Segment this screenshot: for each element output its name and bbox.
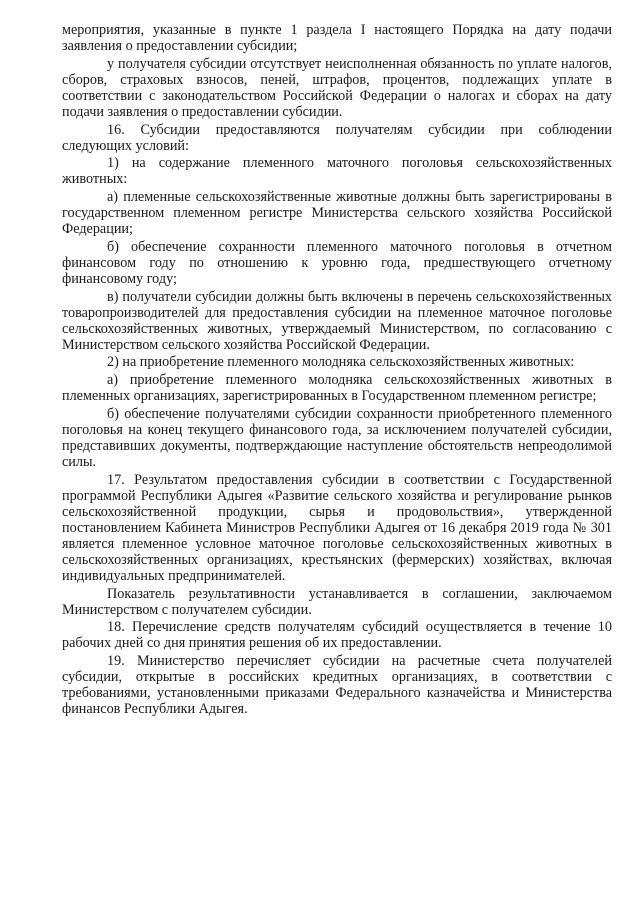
paragraph-16-item-1: 1) на содержание племенного маточного поголовья сельскохозяйственных животных: bbox=[62, 155, 612, 188]
paragraph-16-item-2: 2) на приобретение племенного молодняка сельскохозяйственных животных: bbox=[107, 354, 575, 371]
document-page bbox=[62, 22, 612, 719]
paragraph-16-item-2b: б) обеспечение получателями субсидии сохранности приобретенного племенного поголовья на конец текущего финансового года, за исключением получателей субсидии, представивших документы, подтверждающие наступление обстоятельств непреодолимой силы. bbox=[62, 405, 612, 470]
paragraph-tax-obligation: у получателя субсидии отсутствует неисполненная обязанность по уплате налогов, сборов, страховых взносов, пеней, штрафов, процентов, подлежащих уплате в соответствии с законодательством Российской Федерации о налогах и сборах на дату подачи заявления о предоставлении субсидии. bbox=[62, 55, 612, 120]
paragraph-16-item-1b: б) обеспечение сохранности племенного маточного поголовья в отчетном финансовом году по отношению к уровню года, предшествующего отчетному финансовому году; bbox=[62, 238, 612, 287]
paragraph-17-result: 17. Результатом предоставления субсидии в соответствии с Государственной программой Республики Адыгея «Развитие сельского хозяйства и регулирование рынков сельскохозяйственной продукции, сырья и продовольствия», утвержденной постановлением Кабинета Министров Республики Адыгея от 16 декабря 2019 года № 301 является племенное условное маточное поголовье сельскохозяйственных животных в сельскохозяйственных организациях, крестьянских (фермерских) хозяйствах, включая индивидуальных предпринимателей. bbox=[62, 471, 612, 585]
paragraph-17-indicator: Показатель результативности устанавливается в соглашении, заключаемом Министерством с получателем субсидии. bbox=[62, 585, 612, 618]
paragraph-continuation: мероприятия, указанные в пункте 1 раздела I настоящего Порядка на дату подачи заявления о предоставлении субсидии; bbox=[62, 22, 612, 55]
paragraph-16-item-1a: а) племенные сельскохозяйственные животные должны быть зарегистрированы в государственном племенном регистре Министерства сельского хозяйства Российской Федерации; bbox=[62, 188, 612, 238]
paragraph-16-item-2a: а) приобретение племенного молодняка сельскохозяйственных животных в племенных организациях, зарегистрированных в Государственном племенном регистре; bbox=[62, 371, 612, 405]
paragraph-16-conditions: 16. Субсидии предоставляются получателям субсидии при соблюдении следующих условий: bbox=[62, 121, 612, 154]
paragraph-16-item-1c: в) получатели субсидии должны быть включены в перечень сельскохозяйственных товаропроизводителей для предоставления субсидии на племенное маточное поголовье сельскохозяйственных животных, утверждаемый Министерством, по согласованию с Министерством сельского хозяйства Российской Федерации. bbox=[62, 288, 612, 353]
paragraph-18-transfer: 18. Перечисление средств получателям субсидий осуществляется в течение 10 рабочих дней со дня принятия решения об их предоставлении. bbox=[62, 619, 612, 652]
paragraph-19-accounts: 19. Министерство перечисляет субсидии на расчетные счета получателей субсидии, открытые в российских кредитных организациях, в соответствии с требованиями, установленными приказами Федерального казначейства и Министерства финансов Республики Адыгея. bbox=[62, 653, 612, 718]
